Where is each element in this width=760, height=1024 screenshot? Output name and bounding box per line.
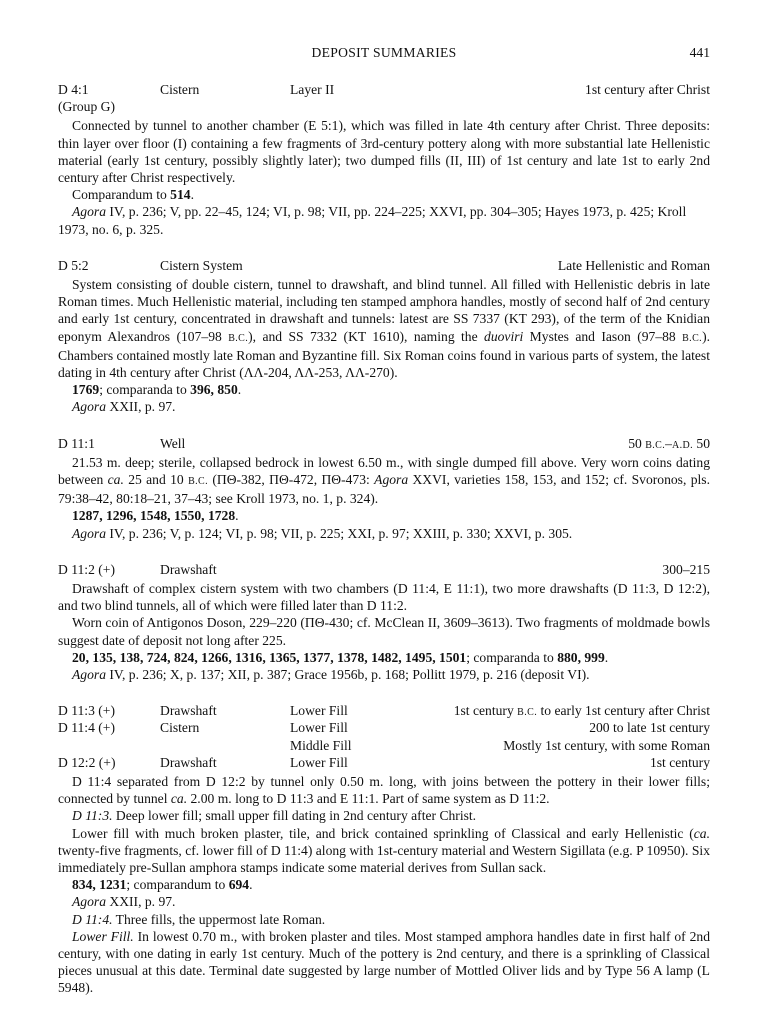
deposit-entry: [58, 435, 710, 542]
deposit-date: 50 B.C.–A.D. 50: [628, 435, 710, 451]
entry-header: [58, 702, 710, 719]
catalog-numbers: 1287, 1296, 1548, 1550, 1728.: [72, 508, 239, 524]
page-number: 441: [689, 45, 710, 60]
description-paragraph: Lower fill with much broken plaster, tile, and brick contained sprinkling of Classical and early Hellenistic (ca. twenty-five fragments, cf. lower fill of D 11:4) along with 1st-century material and Western Sigillata (e.g. P 10950). Six immediately pre-Sullan amphora stamps indicate some material derives from Sullan sack.: [58, 825, 710, 875]
comparanda-line: Comparandum to 514.: [72, 187, 194, 203]
bibliography-line: Agora IV, p. 236; V, pp. 22–45, 124; VI, p. 98; VII, pp. 224–225; XXVI, pp. 304–305; Hayes 1973, p. 425; Kroll 1973, no. 6, p. 325.: [58, 204, 687, 237]
deposit-type: Cistern: [160, 720, 200, 736]
running-head: [58, 44, 710, 66]
bibliography-line: Agora XXII, p. 97.: [72, 399, 176, 415]
deposit-type: Drawshaft: [160, 754, 217, 770]
deposit-id: D 5:2: [58, 257, 89, 273]
deposit-type: Cistern System: [160, 257, 243, 273]
deposit-date: 1st century: [649, 754, 710, 770]
description-paragraph: Connected by tunnel to another chamber (E 5:1), which was filled in late 4th century after Christ. Three deposits: thin layer over floor (I) containing a few fragments of 3rd-century pottery along with more substantial late Hellenistic material (early 1st century, possibly slightly later); two dumped fills (II, III) of 1st century and late 1st to early 2nd century after Christ respectively.: [58, 118, 710, 185]
description-paragraph: D 11:4 separated from D 12:2 by tunnel only 0.50 m. long, with joins between the pottery in their lower fills; connected by tunnel ca. 2.00 m. long to D 11:3 and E 11:1. Part of same system as D 11:2.: [58, 773, 710, 807]
deposit-group: (Group G): [58, 99, 116, 115]
deposit-date: 1st century B.C. to early 1st century after Christ: [453, 703, 710, 719]
deposit-layer: Layer II: [290, 82, 335, 97]
deposit-id: D 11:1: [58, 435, 95, 451]
deposit-date: 200 to late 1st century: [589, 720, 710, 736]
deposit-entry: [58, 561, 710, 683]
deposit-date: 300–215: [662, 561, 710, 577]
bibliography-line: Agora IV, p. 236; V, p. 124; VI, p. 98; VII, p. 225; XXI, p. 97; XXIII, p. 330; XXVI, p. 305.: [72, 525, 573, 541]
entry-header: [58, 737, 710, 754]
entry-header: [58, 561, 710, 578]
deposit-type: Cistern: [160, 82, 200, 97]
bibliography-line: Agora XXII, p. 97.: [72, 894, 176, 910]
catalog-numbers: 834, 1231; comparandum to 694.: [72, 877, 253, 893]
description-paragraph: Worn coin of Antigonos Doson, 229–220 (ΠΘ-430; cf. McClean II, 3609–3613). Two fragments of moldmade bowls suggest date of deposit not long after 225.: [58, 615, 710, 648]
catalog-numbers: 20, 135, 138, 724, 824, 1266, 1316, 1365, 1377, 1378, 1482, 1495, 1501; comparanda to 880, 999.: [72, 649, 609, 665]
bibliography-line: Agora IV, p. 236; X, p. 137; XII, p. 387; Grace 1956b, p. 168; Pollitt 1979, p. 216 (deposit VI).: [72, 667, 590, 683]
deposit-layer: Lower Fill: [290, 720, 348, 736]
entry-header: [58, 754, 710, 771]
description-paragraph: Drawshaft of complex cistern system with two chambers (D 11:4, E 11:1), two more drawshafts (D 11:3, D 12:2), and two blind tunnels, all of which were filled later than D 11:2.: [58, 581, 710, 614]
deposit-layer: Middle Fill: [290, 737, 352, 753]
deposit-entry: [58, 257, 710, 416]
deposit-type: Well: [160, 435, 186, 451]
deposit-id: D 11:2 (+): [58, 561, 115, 577]
subsection-paragraph: Lower Fill. In lowest 0.70 m., with broken plaster and tiles. Most stamped amphora handles date in first half of 2nd century, with one dating in early 1st century. Much of the pottery is 2nd century, and there is a sprinkling of Classical pieces unusual at this date. Terminal date suggested by large number of Mottled Oliver lids and by Type 56 A lamp (L 5948).: [58, 928, 710, 996]
deposit-date: 1st century after Christ: [585, 82, 710, 97]
running-title: DEPOSIT SUMMARIES: [311, 45, 457, 60]
entry-header: [58, 257, 710, 274]
description-paragraph: System consisting of double cistern, tunnel to drawshaft, and blind tunnel. All filled with Hellenistic debris in late Roman times. Much Hellenistic material, including ten stamped amphora handles, mostly of second half of 2nd century and early 1st century, concentrated in drawshaft and tunnels: latest are SS 7337 (KT 293), of the term of the Knidian eponym Alexandros (107–98 B.C.), and SS 7332 (KT 1610), naming the duoviri Mystes and Iason (97–88 B.C.). Chambers contained mostly late Roman and Byzantine fill. Six Roman coins found in various parts of system, the latest dating in 4th century after Christ (ΛΛ-204, ΛΛ-253, ΛΛ-270).: [58, 276, 710, 380]
catalog-numbers: 1769; comparanda to 396, 850.: [72, 382, 242, 398]
deposit-entry: [58, 81, 710, 238]
deposit-id: D 11:4 (+): [58, 720, 115, 736]
deposit-type: Drawshaft: [160, 703, 217, 719]
entry-header: [58, 435, 710, 452]
deposit-layer: Lower Fill: [290, 703, 348, 719]
entry-header: [58, 719, 710, 736]
deposit-date: Mostly 1st century, with some Roman: [503, 737, 710, 753]
entry-header: [58, 81, 710, 98]
deposit-layer: Lower Fill: [290, 754, 348, 770]
deposit-id: D 12:2 (+): [58, 754, 116, 770]
subsection-paragraph: D 11:4. Three fills, the uppermost late Roman.: [72, 911, 326, 927]
subsection-paragraph: D 11:3. Deep lower fill; small upper fill dating in 2nd century after Christ.: [72, 808, 477, 824]
deposit-id: D 4:1: [58, 82, 89, 97]
deposit-type: Drawshaft: [160, 561, 217, 577]
deposit-date: Late Hellenistic and Roman: [557, 257, 710, 273]
description-paragraph: 21.53 m. deep; sterile, collapsed bedrock in lowest 6.50 m., with single dumped fill above. Very worn coins dating between ca. 25 and 10 B.C. (ΠΘ-382, ΠΘ-472, ΠΘ-473: Agora XXVI, varieties 158, 153, and 152; cf. Svoronos, pls. 79:38–42, 80:18–21, 37–43; see Kroll 1973, no. 1, p. 324).: [58, 454, 710, 507]
deposit-entry-group: [58, 702, 710, 996]
deposit-id: D 11:3 (+): [58, 703, 115, 719]
